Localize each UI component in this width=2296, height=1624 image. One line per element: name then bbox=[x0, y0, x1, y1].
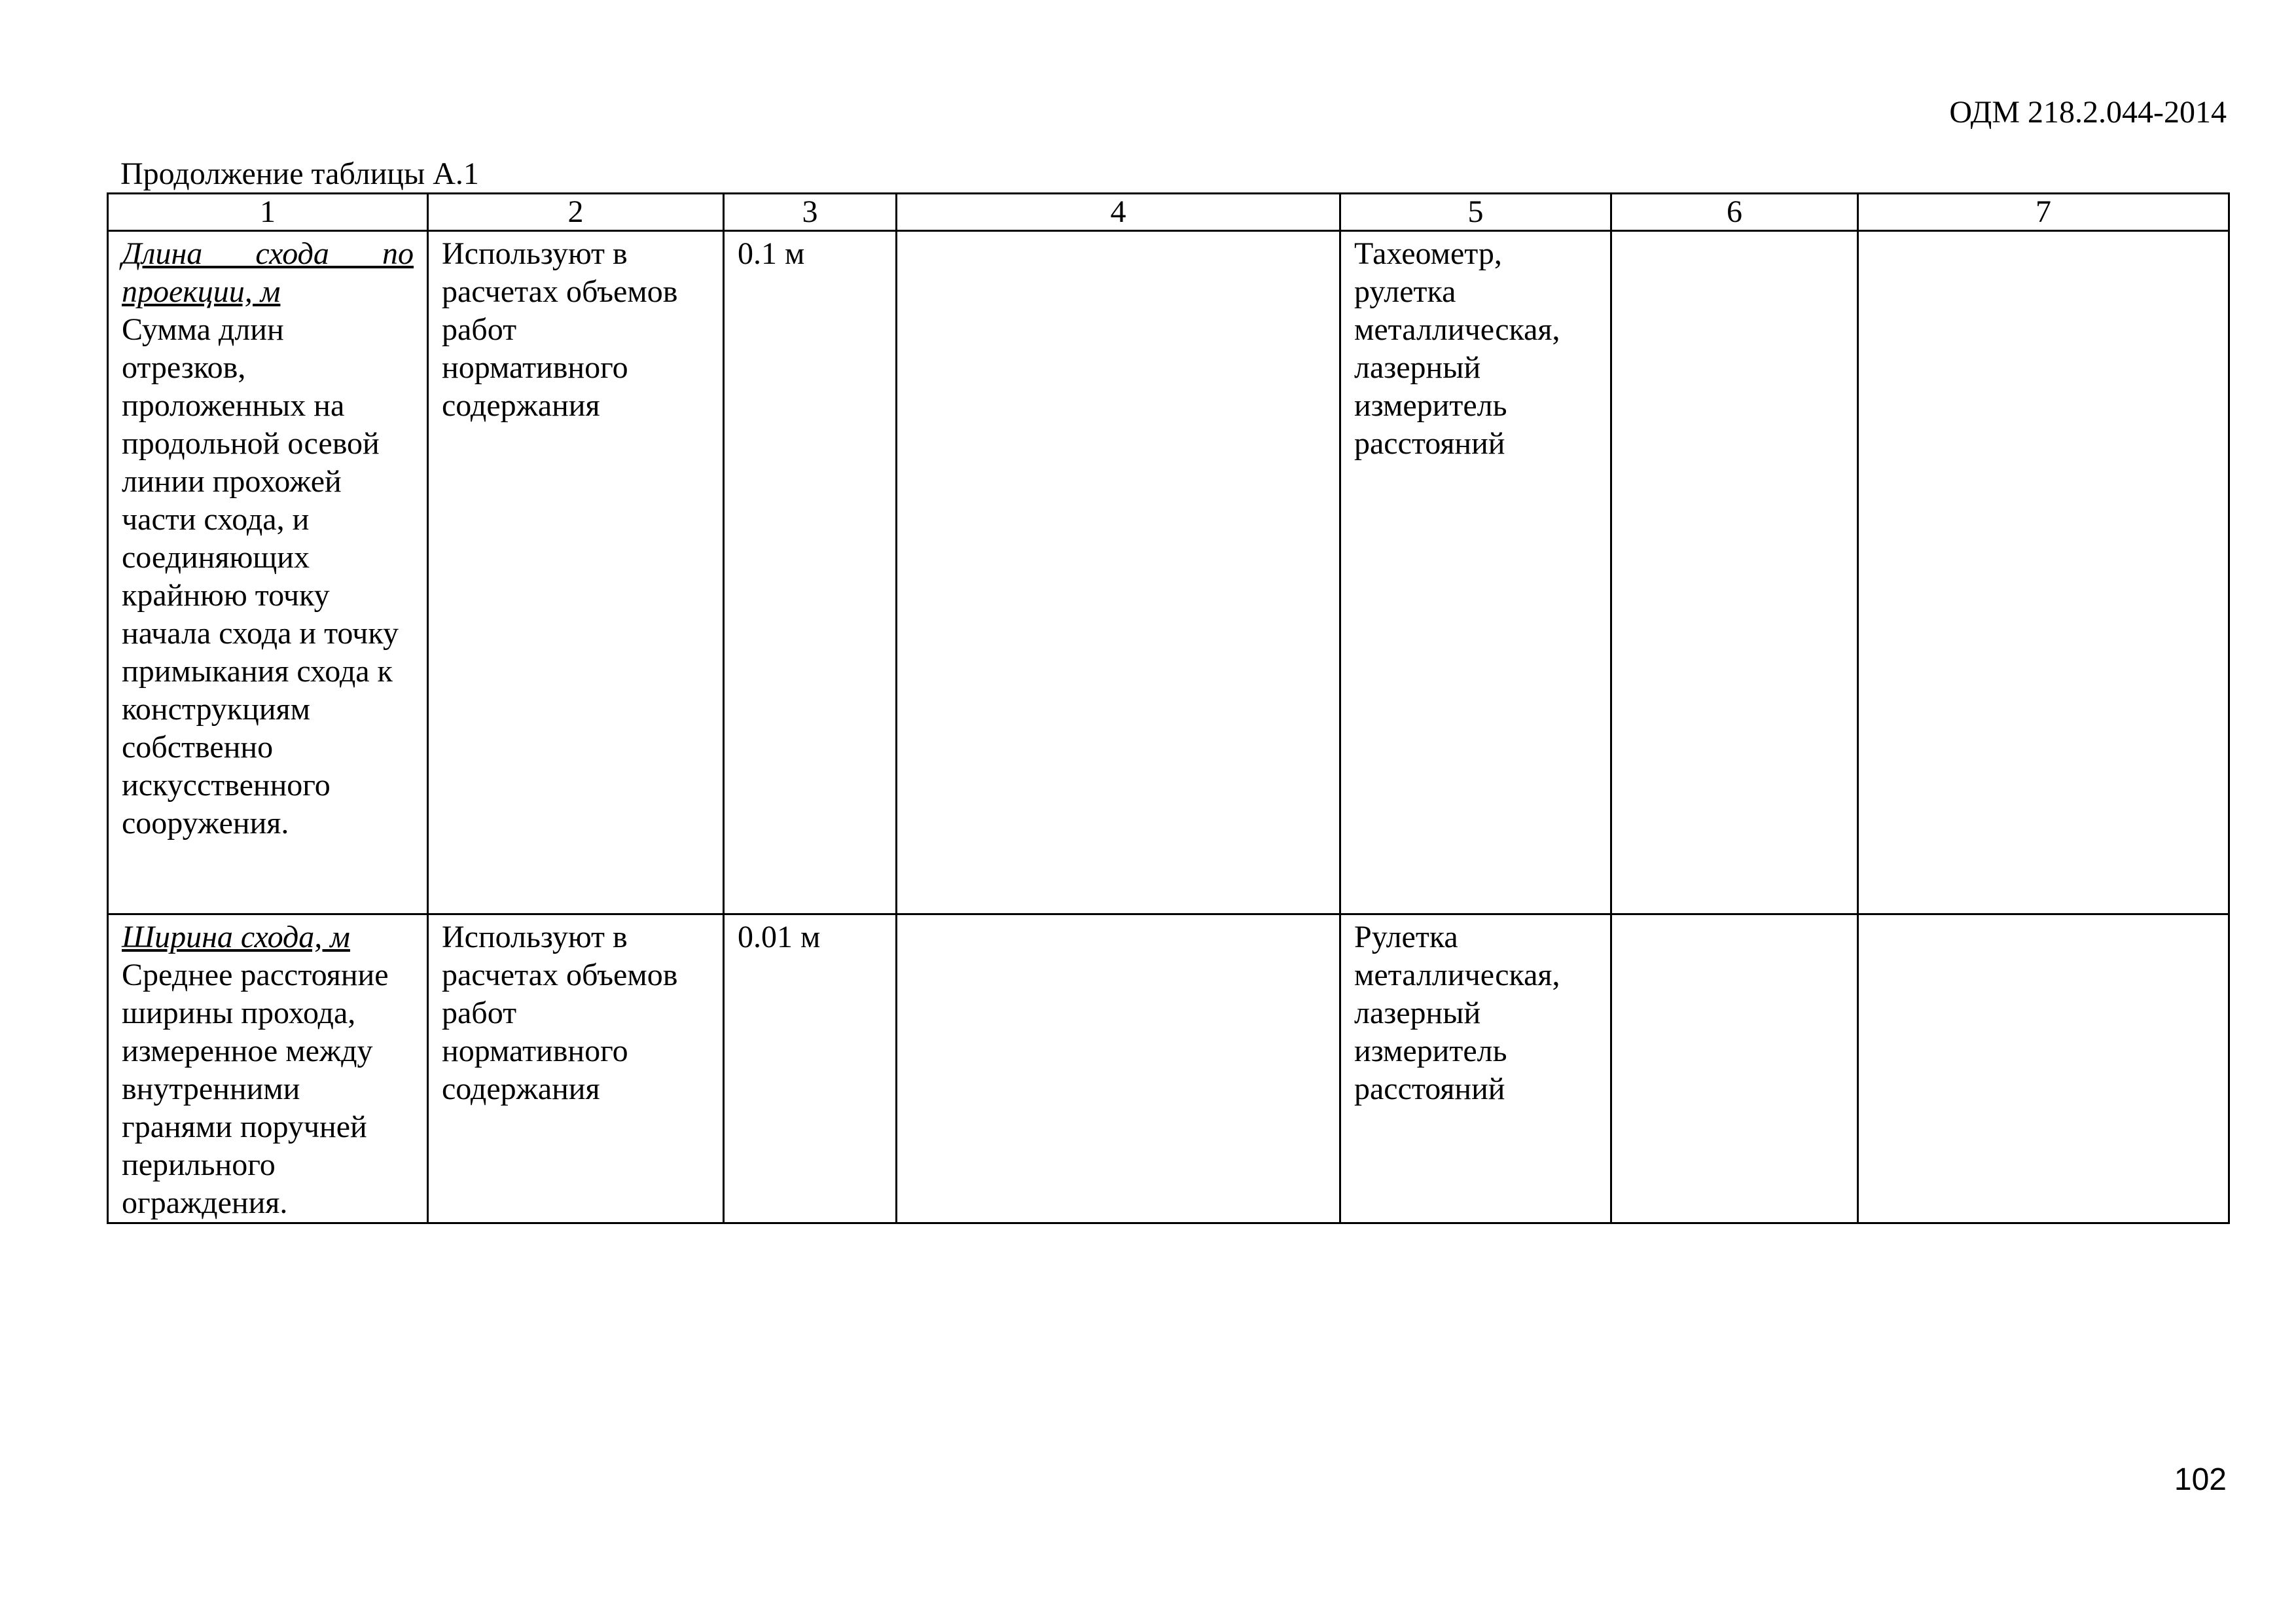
column-header-7: 7 bbox=[1858, 194, 2229, 231]
column-7-cell bbox=[1858, 914, 2229, 1223]
parameter-title: Ширина схода, м bbox=[122, 920, 350, 954]
usage-cell: Используют в расчетах объемов работ нормативного содержания bbox=[428, 231, 724, 914]
column-header-3: 3 bbox=[724, 194, 897, 231]
usage-cell: Используют в расчетах объемов работ нормативного содержания bbox=[428, 914, 724, 1223]
column-7-cell bbox=[1858, 231, 2229, 914]
table-row bbox=[108, 914, 2229, 1223]
page-number: 102 bbox=[2174, 1462, 2227, 1497]
parameter-title: Длина схода по bbox=[122, 236, 414, 271]
table-row bbox=[108, 231, 2229, 914]
table-header-row bbox=[108, 194, 2229, 231]
column-header-4: 4 bbox=[897, 194, 1340, 231]
column-4-cell bbox=[897, 914, 1340, 1223]
instruments-cell: Тахеометр, рулетка металлическая, лазерный измеритель расстояний bbox=[1340, 231, 1611, 914]
table-caption: Продолжение таблицы А.1 bbox=[120, 156, 479, 191]
column-header-1: 1 bbox=[108, 194, 428, 231]
column-header-5: 5 bbox=[1340, 194, 1611, 231]
parameter-title-continued: проекции, м bbox=[122, 274, 281, 309]
accuracy-cell: 0.01 м bbox=[724, 914, 897, 1223]
parameter-cell bbox=[108, 231, 428, 914]
data-table bbox=[107, 192, 2230, 1224]
column-6-cell bbox=[1611, 914, 1858, 1223]
parameter-cell bbox=[108, 914, 428, 1223]
parameter-description: Среднее расстояние ширины прохода, измеренное между внутренними гранями поручней перильного ограждения. bbox=[122, 958, 389, 1220]
accuracy-cell: 0.1 м bbox=[724, 231, 897, 914]
column-6-cell bbox=[1611, 231, 1858, 914]
instruments-cell: Рулетка металлическая, лазерный измеритель расстояний bbox=[1340, 914, 1611, 1223]
column-header-6: 6 bbox=[1611, 194, 1858, 231]
column-header-2: 2 bbox=[428, 194, 724, 231]
parameter-description: Сумма длин отрезков, проложенных на продольной осевой линии прохожей части схода, и соединяющих крайнюю точку начала схода и точку примыкания схода к конструкциям собственно искусственного сооружения. bbox=[122, 312, 399, 840]
column-4-cell bbox=[897, 231, 1340, 914]
document-code: ОДМ 218.2.044-2014 bbox=[1949, 95, 2227, 130]
